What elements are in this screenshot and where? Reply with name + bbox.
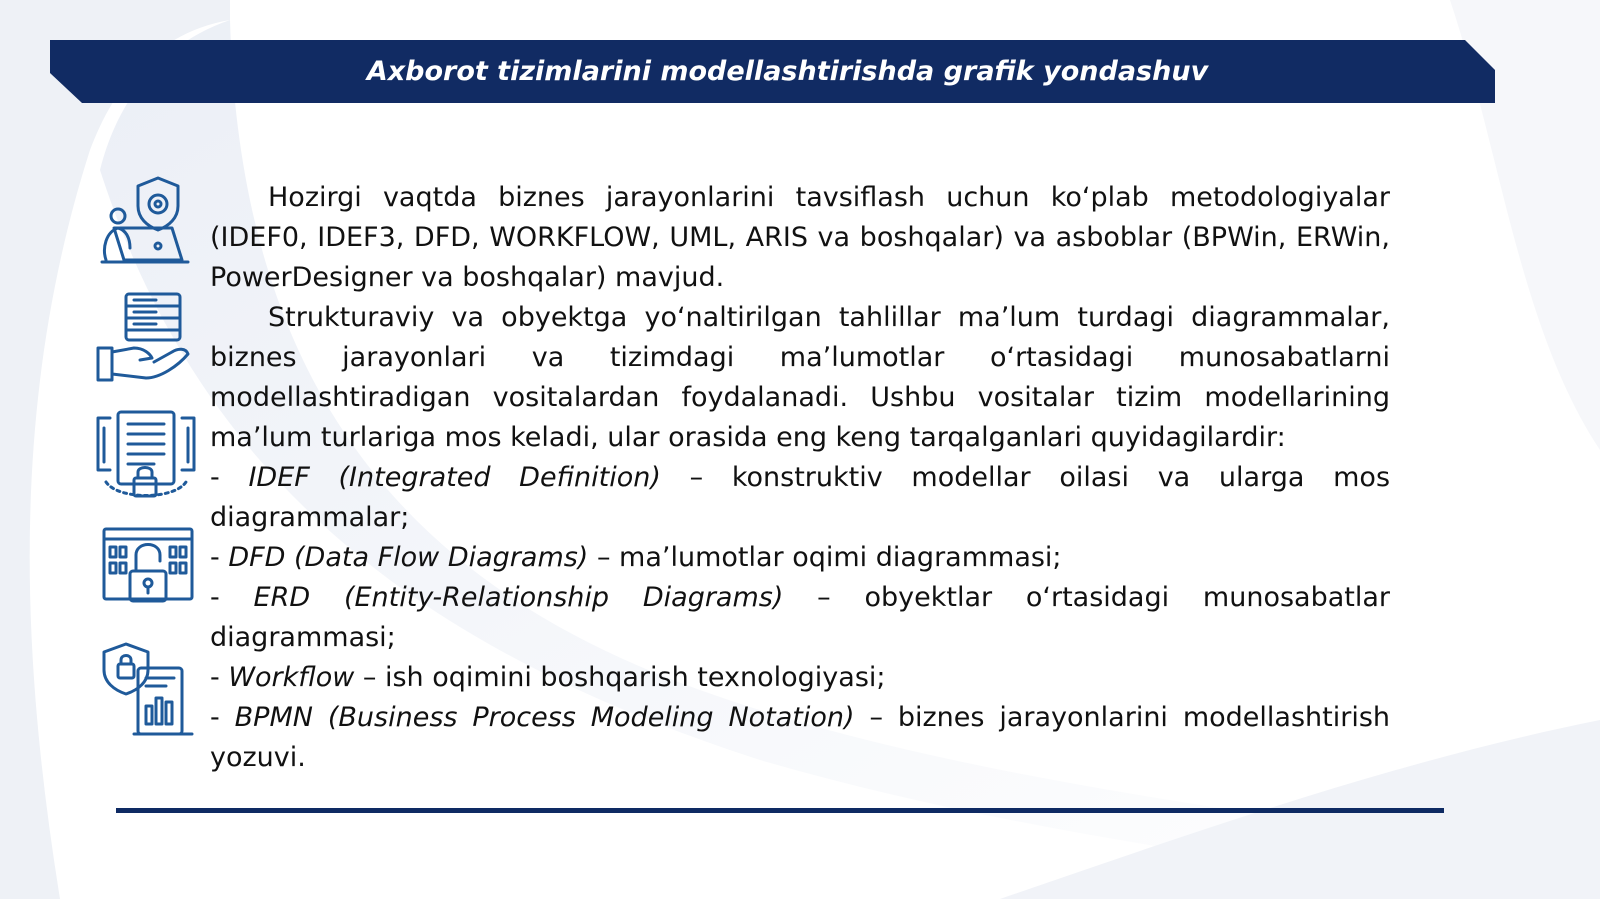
list-item-term: DFD (Data Flow Diagrams) — [228, 542, 589, 573]
list-item-desc: – maʼlumotlar oqimi diagrammasi; — [588, 542, 1062, 573]
paragraph-analysis: Strukturaviy va obyektga yoʻnaltirilgan tahlillar maʼlum turdagi diagrammalar, biznes jarayonlari va tizimdagi maʼlumotlar oʻrtasidagi munosabatlarni modellashtiradigan vositalardan foydalanadi. Ushbu vositalar tizim modellarining maʼlum turlariga mos keladi, ular orasida eng keng tarqalganlari quyidagilardir: — [210, 302, 1390, 453]
main-content — [210, 178, 1390, 778]
circuit-padlock-icon — [94, 525, 198, 625]
shield-report-icon — [94, 640, 198, 740]
paragraph-intro: Hozirgi vaqtda biznes jarayonlarini tavsiflash uchun koʻplab metodologiyalar (IDEF0, IDEF3, DFD, WORKFLOW, UML, ARIS va boshqalar) va asboblar (BPWin, ERWin, PowerDesigner va boshqalar) mavjud. — [210, 182, 1390, 293]
list-item-dash: - — [210, 462, 249, 493]
list-item-dash: - — [210, 662, 229, 693]
bottom-divider — [116, 808, 1444, 813]
document-lock-icon — [94, 408, 198, 508]
list-item-desc: – konstruktiv modellar oilasi va ularga mos diagrammalar; — [210, 462, 1391, 533]
list-item — [210, 698, 1390, 778]
list-item-dash: - — [210, 702, 235, 733]
list-item-desc: – biznes jarayonlarini modellashtirish yozuvi. — [210, 702, 1390, 773]
list-item — [210, 578, 1390, 658]
list-item-term: Workflow — [228, 662, 355, 693]
list-item-desc: – obyektlar oʻrtasidagi munosabatlar diagrammasi; — [210, 582, 1390, 653]
title-banner — [50, 40, 1495, 103]
list-item-dash: - — [210, 542, 229, 573]
list-item — [210, 458, 1390, 538]
list-item — [210, 658, 1390, 698]
server-hand-icon — [94, 288, 198, 388]
list-item-desc: – ish oqimini boshqarish texnologiyasi; — [354, 662, 886, 693]
shield-laptop-user-icon — [94, 172, 198, 272]
list-item — [210, 538, 1390, 578]
page-title: Axborot tizimlarini modellashtirishda grafik yondashuv — [366, 56, 1209, 87]
list-item-term: ERD (Entity-Relationship Diagrams) — [253, 582, 784, 613]
list-item-term: BPMN (Business Process Modeling Notation) — [234, 702, 855, 733]
icon-column — [94, 170, 204, 760]
list-item-dash: - — [210, 582, 254, 613]
list-item-term: IDEF (Integrated Definition) — [248, 462, 661, 493]
